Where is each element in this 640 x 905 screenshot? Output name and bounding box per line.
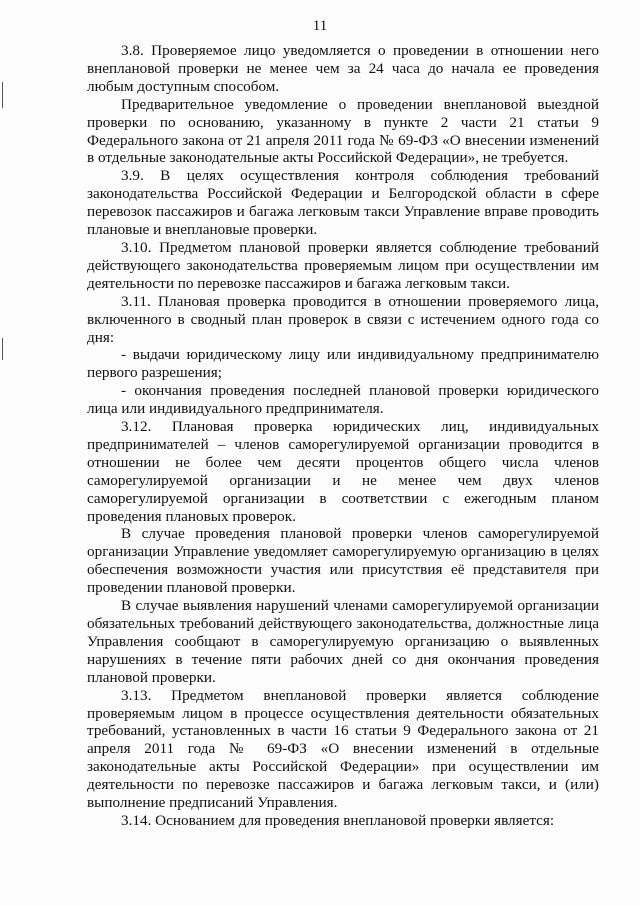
paragraph-3-9: 3.9. В целях осуществления контроля соблюдения требований законодательства Российской Федерации и Белгородской области в сфере перевозок пассажиров и багажа легковым такси Управление вправе проводить плановые и внеплановые проверки. bbox=[87, 167, 599, 239]
document-body bbox=[87, 42, 599, 830]
list-item: - окончания проведения последней плановой проверки юридического лица или индивидуального предпринимателя. bbox=[87, 382, 599, 418]
paragraph-3-11: 3.11. Плановая проверка проводится в отношении проверяемого лица, включенного в сводный план проверок в связи с истечением одного года со дня: bbox=[87, 292, 599, 346]
paragraph-3-14: 3.14. Основанием для проведения внеплановой проверки является: bbox=[121, 811, 555, 829]
paragraph-sro-violations: В случае выявления нарушений членами саморегулируемой организации обязательных требований действующего законодательства, должностные лица Управления сообщают в саморегулируемую организацию о выявленных нарушениях в течение пяти рабочих дней со дня окончания проведения плановой проверки. bbox=[87, 597, 599, 686]
margin-mark bbox=[2, 338, 3, 360]
paragraph-3-13: 3.13. Предметом внеплановой проверки является соблюдение проверяемым лицом в процессе осуществления деятельности обязательных требований, установленных в части 16 статьи 9 Федерального закона от 21 апреля 2011 года № 69-ФЗ «О внесении изменений в отдельные законодательные акты Российской Федерации» при осуществлении им деятельности по перевозке пассажиров и багажа легковым такси, и (или) выполнение предписаний Управления. bbox=[87, 686, 599, 812]
paragraph-3-8: 3.8. Проверяемое лицо уведомляется о проведении в отношении него внеплановой проверки не менее чем за 24 часа до начала ее проведения любым доступным способом. bbox=[87, 42, 599, 95]
margin-mark bbox=[2, 82, 3, 108]
paragraph-3-12: 3.12. Плановая проверка юридических лиц, индивидуальных предпринимателей – членов саморегулируемой организации проводится в отношении не более чем десяти процентов общего числа членов саморегулируемой организации и не менее чем двух членов саморегулируемой организации в соответствии с ежегодным планом проведения плановых проверок. bbox=[87, 418, 599, 525]
paragraph-sro-notice: В случае проведения плановой проверки членов саморегулируемой организации Управление уведомляет саморегулируемую организацию в целях обеспечения возможности участия или присутствия её представителя при проведении плановой проверки. bbox=[87, 525, 599, 597]
list-item: - выдачи юридическому лицу или индивидуальному предпринимателю первого разрешения; bbox=[87, 346, 599, 382]
paragraph-3-10: 3.10. Предметом плановой проверки является соблюдение требований действующего законодательства проверяемым лицом при осуществлении им деятельности по перевозке пассажиров и багажа легковым такси. bbox=[87, 238, 599, 292]
page-number: 11 bbox=[312, 18, 328, 34]
paragraph-notice: Предварительное уведомление о проведении внеплановой выездной проверки по основанию, указанному в пункте 2 части 21 статьи 9 Федерального закона от 21 апреля 2011 года № 69-ФЗ «О внесении изменений в отдельные законодательные акты Российской Федерации», не требуется. bbox=[87, 95, 599, 167]
